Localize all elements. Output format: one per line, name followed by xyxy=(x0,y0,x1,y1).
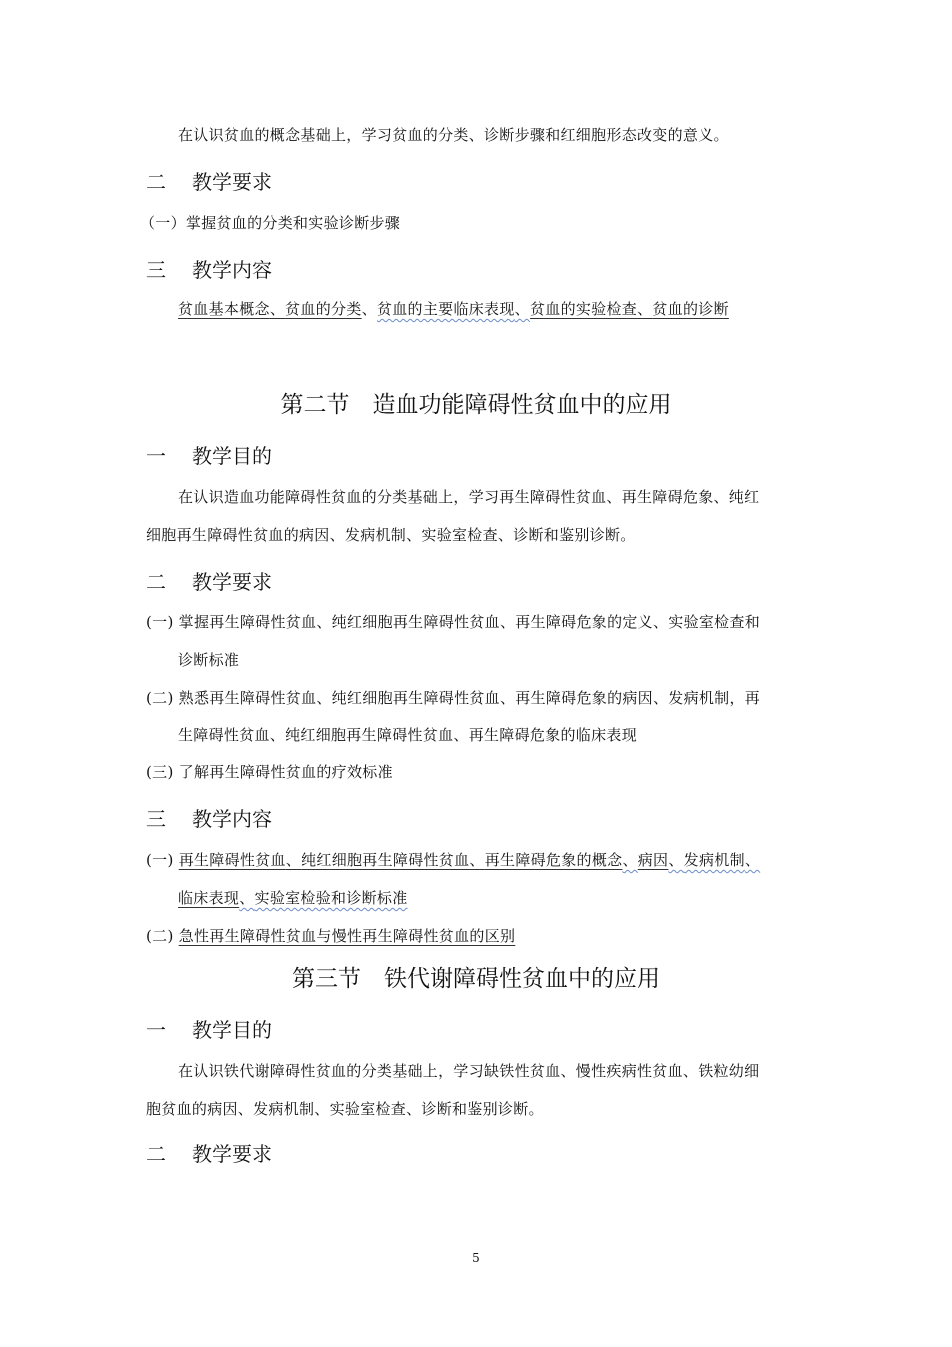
content-term: 贫血基本概念 xyxy=(178,300,270,318)
heading-number: 二 xyxy=(146,570,166,594)
heading-number: 二 xyxy=(146,1142,166,1166)
content-term: 实验室检验和诊断标准 xyxy=(254,889,408,907)
separator: 、 xyxy=(622,851,638,869)
page-number: 5 xyxy=(472,1251,480,1265)
heading-label: 教学要求 xyxy=(192,170,272,194)
content-term: 贫血的诊断 xyxy=(652,300,729,318)
requirement-item: （一）掌握贫血的分类和实验诊断步骤 xyxy=(140,214,401,232)
section-heading-requirements xyxy=(146,166,272,195)
item-prefix: (二) xyxy=(146,927,179,945)
content-line xyxy=(146,849,760,870)
content-term: 再生障碍危象的概念 xyxy=(484,851,623,869)
requirement-item-continued: 生障碍性贫血、纯红细胞再生障碍性贫血、再生障碍危象的临床表现 xyxy=(178,726,638,744)
content-line xyxy=(146,925,515,946)
separator: 、 xyxy=(668,851,684,869)
separator: 、 xyxy=(361,300,377,318)
heading-number: 一 xyxy=(146,444,166,468)
heading-label: 教学内容 xyxy=(192,258,272,282)
content-line-continued xyxy=(178,887,408,908)
purpose-paragraph: 在认识贫血的概念基础上，学习贫血的分类、诊断步骤和红细胞形态改变的意义。 xyxy=(178,126,729,144)
purpose-line: 在认识造血功能障碍性贫血的分类基础上，学习再生障碍性贫血、再生障碍危象、纯红 xyxy=(178,488,760,506)
heading-number: 一 xyxy=(146,1018,166,1042)
section-heading-requirements xyxy=(146,566,272,595)
separator: 、 xyxy=(239,889,255,907)
content-line xyxy=(178,298,729,319)
content-term: 贫血的主要临床表现 xyxy=(376,300,515,318)
heading-number: 三 xyxy=(146,258,166,282)
separator: 、 xyxy=(269,300,286,318)
content-term: 贫血的实验检查 xyxy=(529,300,638,318)
separator: 、 xyxy=(514,300,530,318)
requirement-item: (一) 掌握再生障碍性贫血、纯红细胞再生障碍性贫血、再生障碍危象的定义、实验室检查和 xyxy=(146,613,761,631)
heading-number: 二 xyxy=(146,170,166,194)
content-term: 贫血的分类 xyxy=(285,300,362,318)
requirement-item-continued: 诊断标准 xyxy=(178,651,240,669)
separator: 、 xyxy=(285,851,302,869)
heading-label: 教学要求 xyxy=(192,1142,272,1166)
purpose-line: 胞贫血的病因、发病机制、实验室检查、诊断和鉴别诊断。 xyxy=(146,1100,544,1118)
content-term: 临床表现 xyxy=(178,889,240,907)
requirement-item: (二) 熟悉再生障碍性贫血、纯红细胞再生障碍性贫血、再生障碍危象的病因、发病机制，再 xyxy=(146,689,761,707)
section-heading-content xyxy=(146,254,272,283)
content-term: 急性再生障碍性贫血与慢性再生障碍性贫血的区别 xyxy=(178,927,516,945)
heading-number: 三 xyxy=(146,807,166,831)
content-term: 再生障碍性贫血 xyxy=(178,851,286,869)
heading-label: 教学目的 xyxy=(192,1018,272,1042)
purpose-line: 细胞再生障碍性贫血的病因、发病机制、实验室检查、诊断和鉴别诊断。 xyxy=(146,526,636,544)
heading-label: 教学目的 xyxy=(192,444,272,468)
section-heading-purpose xyxy=(146,1014,272,1043)
content-term: 病因 xyxy=(637,851,669,869)
section-heading-content xyxy=(146,803,272,832)
section-heading-purpose xyxy=(146,440,272,469)
item-prefix: (一) xyxy=(146,851,179,869)
requirement-item: (三) 了解再生障碍性贫血的疗效标准 xyxy=(146,763,393,781)
section-title: 第三节 铁代谢障碍性贫血中的应用 xyxy=(292,966,660,992)
separator: 、 xyxy=(744,851,761,869)
content-term: 发病机制 xyxy=(683,851,745,869)
section-heading-requirements xyxy=(146,1138,272,1167)
section-title: 第二节 造血功能障碍性贫血中的应用 xyxy=(280,392,672,418)
heading-label: 教学要求 xyxy=(192,570,272,594)
content-term: 纯红细胞再生障碍性贫血 xyxy=(301,851,470,869)
separator: 、 xyxy=(469,851,485,869)
purpose-line: 在认识铁代谢障碍性贫血的分类基础上，学习缺铁性贫血、慢性疾病性贫血、铁粒幼细 xyxy=(178,1062,760,1080)
heading-label: 教学内容 xyxy=(192,807,272,831)
separator: 、 xyxy=(637,300,653,318)
